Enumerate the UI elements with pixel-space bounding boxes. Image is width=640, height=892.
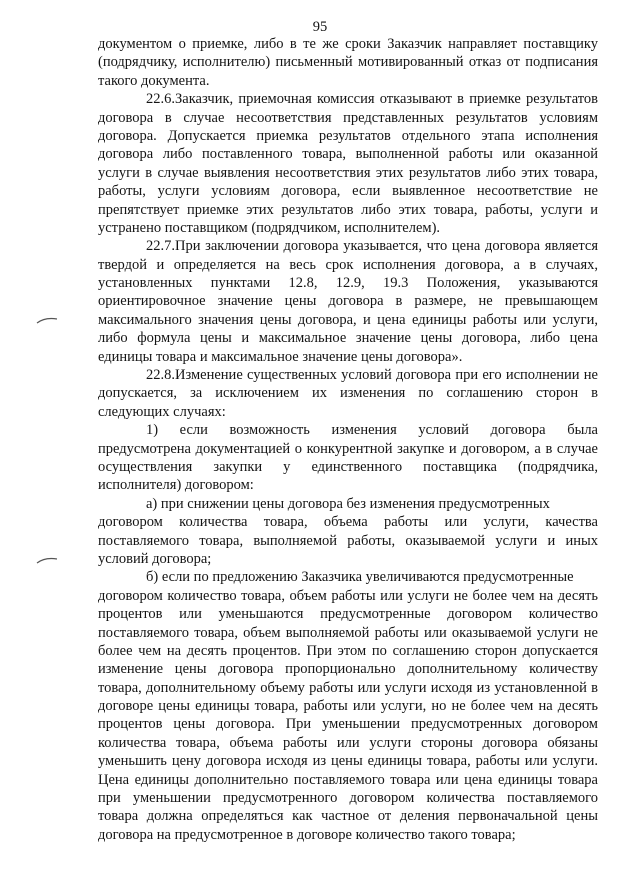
text-line: договором количество товара, объем работы или услуги не более чем на десять — [98, 587, 598, 604]
text-line: договора. Допускается приемка результатов отдельного этапа исполнения — [98, 127, 598, 144]
text-line: (подрядчику, исполнителю) письменный мотивированный отказ от подписания — [98, 54, 598, 71]
document-body — [98, 35, 598, 844]
binding-mark-icon — [36, 556, 58, 566]
text-line: товара должна определяться как частное от деления первоначальной цены — [98, 808, 598, 825]
text-line: твердой и определяется на весь срок исполнения договора, а в случаях, — [98, 256, 598, 273]
text-line: а) при снижении цены договора без изменения предусмотренных — [146, 495, 550, 512]
text-line: допускается, за исключением их изменения по соглашению сторон в — [98, 385, 598, 402]
text-line: исполнителя) договором: — [98, 477, 254, 494]
text-line: услуги в случае выявления несоответствия этих результатов либо этих товара, — [98, 164, 598, 181]
text-line: документом о приемке, либо в те же сроки Заказчик направляет поставщику — [98, 36, 598, 52]
binding-mark-icon — [36, 316, 58, 326]
text-line: устранено поставщиком (подрядчиком, исполнителем). — [98, 219, 441, 236]
text-line: условий договора; — [98, 550, 212, 567]
text-line: изменение цены договора пропорционально дополнительному количеству — [98, 661, 598, 678]
text-line: уменьшить цену договора исходя из цены единицы товара, работы или услуги. — [98, 753, 598, 770]
text-line: 1) если возможность изменения условий договора была — [146, 422, 598, 439]
text-line: количества товара, объема работы или услуги стороны договора обязаны — [98, 734, 598, 751]
text-line: Цена единицы дополнительно поставляемого товара или цена единицы товара — [98, 771, 598, 788]
text-line: товара, дополнительному объему работы или услуги исходя из установленной в — [98, 679, 598, 696]
text-line: 22.6.Заказчик, приемочная комиссия отказывают в приемке результатов — [146, 91, 598, 108]
text-line: следующих случаях: — [98, 403, 226, 420]
text-line: процентов или уменьшаются предусмотренные договором количество — [98, 606, 598, 623]
text-line: более чем на десять процентов. При этом по соглашению сторон допускается — [98, 642, 598, 659]
text-line: поставляемого товара, выполняемой работы, оказываемой услуги и иных — [98, 532, 598, 549]
text-line: работы, услуги условиям договора, если выявленное несоответствие не — [98, 183, 598, 200]
text-line: предусмотрена документацией о конкурентной закупке и договором, а в случае — [98, 440, 598, 457]
text-line: договора на предусмотренное в договоре количество такого товара; — [98, 826, 516, 843]
text-line: осуществления закупки у единственного поставщика (подрядчика, — [98, 458, 598, 475]
text-line: 22.8.Изменение существенных условий договора при его исполнении не — [146, 367, 598, 384]
text-line: договоре цены единицы товара, работы или услуги, но не более чем на десять — [98, 698, 598, 715]
text-line: 22.7.При заключении договора указывается, что цена договора является — [146, 238, 598, 255]
page-number: 95 — [312, 19, 328, 35]
text-line: максимального значения цены договора, и цена единицы работы или услуги, — [98, 311, 598, 328]
text-line: при уменьшении предусмотренного договором количества поставляемого — [98, 790, 598, 807]
text-line: поставляемого товара, объем выполняемой работы или оказываемой услуги не — [98, 624, 598, 641]
text-line: договора либо поставленного товара, выполненной работы или оказанной — [98, 146, 598, 163]
text-line: договором количества товара, объема работы или услуги, качества — [98, 514, 598, 531]
text-line: б) если по предложению Заказчика увеличиваются предусмотренные — [146, 569, 574, 586]
text-line: такого документа. — [98, 72, 210, 89]
text-line: ориентировочное значение цены договора в размере, не превышающем — [98, 293, 598, 310]
text-line: договора в случае несоответствия представленных результатов условиям — [98, 109, 598, 126]
text-line: установленных пунктами 12.8, 12.9, 19.3 Положения, указываются — [98, 275, 598, 292]
text-line: единицы товара и максимальное значение цены договора». — [98, 348, 463, 365]
text-line: процентов цены договора. При уменьшении предусмотренных договором — [98, 716, 598, 733]
text-line: либо формула цены и максимальное значение цены договора, либо цена — [98, 330, 598, 347]
text-line: препятствует приемке этих результатов либо этих товара, работы, услуги и — [98, 201, 598, 218]
